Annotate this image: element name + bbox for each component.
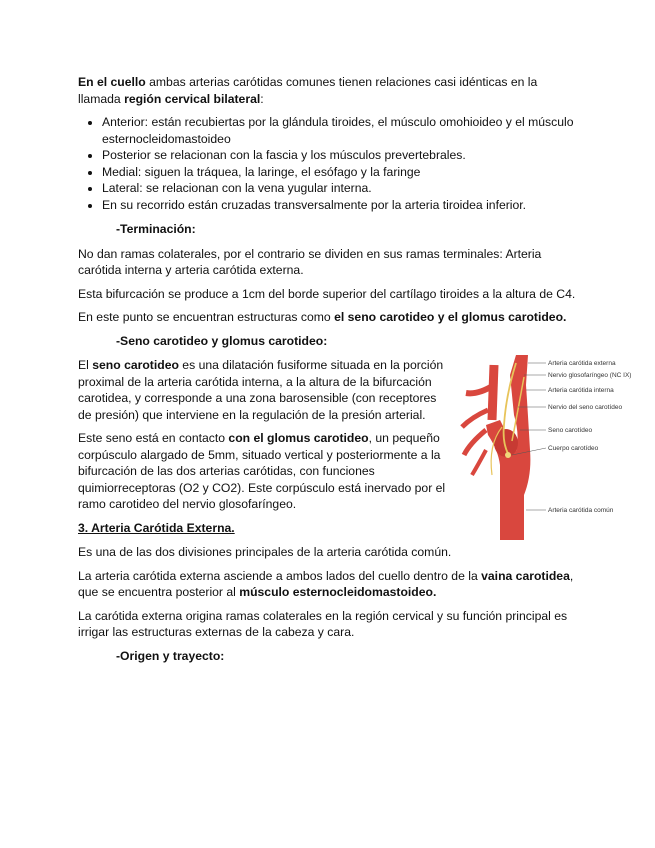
external-p2-start: La arteria carótida externa asciende a ambos lados del cuello dentro de la	[78, 568, 482, 583]
sinus-p1-rest: es una dilatación fusiforme situada en la porción proximal de la arteria carótida interna, a la altura de la bifurcación carotidea, y corresponde a una zona barosensible (con receptores de presión) que interviene en la regulación de la presión arterial.	[78, 358, 444, 422]
termination-heading: -Terminación:	[116, 222, 196, 236]
list-item: • Medial: siguen la tráquea, la laringe, el esófago y la faringe	[102, 164, 578, 181]
external-carotid-branch	[472, 450, 486, 475]
external-p2	[78, 568, 578, 601]
intro-tail: :	[260, 91, 264, 106]
termination-p3-start: En este punto se encuentran estructuras como	[78, 310, 335, 324]
external-p2-bold2: músculo esternocleidomastoideo.	[239, 585, 437, 599]
sinus-heading: -Seno carotideo y glomus carotideo:	[116, 333, 328, 348]
sinus-p2-rest: , un pequeño corpúsculo alargado de 5mm, situado vertical y posteriormente a la bifurcación de las dos arterias carótidas, con funciones quimiorreceptoras (O2 y CO2). Este corpúsculo está inervado por el ramo carotideo del nervio glosofaríngeo.	[78, 431, 446, 511]
intro-text: ambas arterias carótidas comunes tienen relaciones casi idénticas en la llamada	[78, 75, 538, 106]
sinus-p2-start: Este seno está en contacto	[78, 431, 229, 445]
label-carotid-sinus: Seno carotídeo	[548, 427, 593, 434]
termination-p3-bold: el seno carotideo y el glomus carotideo.	[334, 310, 567, 324]
label-carotid-body: Cuerpo carotídeo	[548, 445, 599, 452]
label-internal-carotid: Arteria carótida interna	[548, 387, 614, 394]
external-heading: 3. Arteria Carótida Externa.	[78, 520, 235, 535]
external-carotid-branch	[464, 430, 486, 455]
external-p1: Es una de las dos divisiones principales de la arteria carótida común.	[78, 545, 452, 559]
sinus-p2	[78, 430, 448, 513]
intro-region: región cervical bilateral	[124, 91, 261, 106]
external-carotid-vessel	[492, 365, 494, 420]
list-item: • Posterior se relacionan con la fascia y los músculos prevertebrales.	[102, 147, 578, 164]
intro-paragraph	[78, 74, 578, 107]
termination-p3	[78, 309, 578, 326]
carotid-figure	[458, 355, 638, 540]
carotid-body	[505, 452, 511, 458]
label-glossopharyngeal: Nervio glosofaríngeo (NC IX)	[548, 372, 632, 379]
sinus-p1-bold: seno carotideo	[92, 358, 179, 372]
termination-p2: Esta bifurcación se produce a 1cm del borde superior del cartílago tiroides a la altura de C4.	[78, 286, 576, 301]
sinus-p1-start: El	[78, 358, 93, 372]
document-page	[78, 74, 632, 672]
list-item: • Anterior: están recubiertas por la glándula tiroides, el músculo omohioideo y el músculo esternocleidomastoideo	[102, 114, 578, 147]
carotid-illustration	[458, 355, 638, 540]
list-item: • Lateral: se relacionan con la vena yugular interna.	[102, 180, 578, 197]
origin-heading: -Origen y trayecto:	[116, 648, 225, 663]
external-carotid-branch	[462, 410, 488, 427]
relations-list	[78, 114, 578, 213]
intro-lead: En el cuello	[78, 75, 146, 89]
external-p3: La carótida externa origina ramas colaterales en la región cervical y su función principal es irrigar las estructuras externas de la cabeza y cara.	[78, 608, 568, 639]
list-item: • En su recorrido están cruzadas transversalmente por la arteria tiroidea inferior.	[102, 197, 578, 214]
sinus-text	[78, 357, 448, 513]
external-p2-bold1: vaina carotidea	[481, 568, 570, 583]
label-sinus-nerve: Nervio del seno carotídeo	[548, 404, 623, 411]
label-external-carotid: Arteria carótida externa	[548, 360, 616, 367]
external-p2-mid: , que se encuentra posterior al	[78, 568, 574, 599]
sinus-p1	[78, 357, 448, 423]
termination-p1: No dan ramas colaterales, por el contrario se dividen en sus ramas terminales: Arteria carótida interna y arteria carótida externa.	[78, 246, 542, 277]
sinus-p2-bold: con el glomus carotideo	[228, 431, 369, 445]
label-common-carotid: Arteria carótida común	[548, 507, 614, 514]
sinus-section	[78, 357, 632, 514]
